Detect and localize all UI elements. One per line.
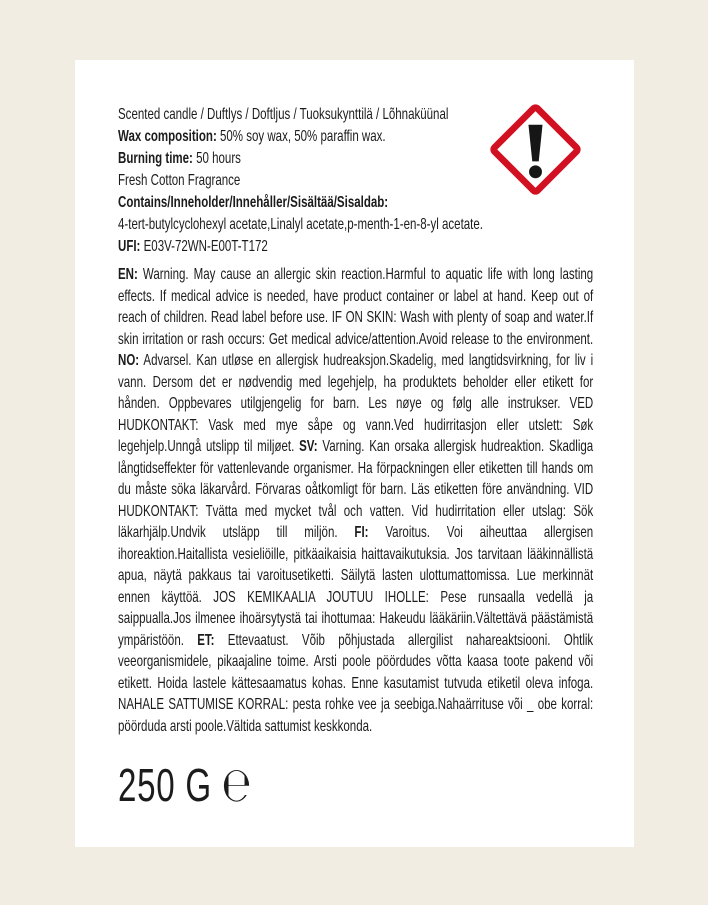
lang-code-en: EN: (118, 266, 138, 283)
estimated-sign-icon: ℮ (221, 757, 252, 813)
burning-time-value: 50 hours (192, 150, 241, 167)
exclamation-mark-icon (488, 102, 583, 197)
ufi-value: E03V-72WN-E00T-T172 (140, 238, 268, 255)
ufi-label: UFI: (118, 238, 141, 255)
warning-text-et: Ettevaatust. Võib põhjustada allergilist nahareaktsiooni. Ohtlik veeorganismidele, pikaajaline toime. Arsti poole pöördudes võtta kaasa toote pakend või etikett. Hoida lastele kättesaamatus kohas. Enne kasutamist tutvuda etiketil oleva infoga. NAHALE SATTUMISE KORRAL: pesta rohke vee ja seebiga.Nahaärrituse või _ obe korral: pöörduda arsti poole.Vältida sattumist keskkonda. (118, 631, 594, 735)
net-weight: 250 G (118, 759, 212, 811)
fragrance-line: Fresh Cotton Fragrance (118, 172, 241, 189)
lang-code-fi: FI: (354, 524, 369, 541)
warning-text-no: Advarsel. Kan utløse en allergisk hudreaksjon.Skadelig, med langtidsvirkning, for liv i vann. Dersom det er nødvendig med legehjelp, ha produktets beholder eller etikett for hånden. Oppbevares utilgjengelig for barn. Les nøye og følg alle instrukser. VED HUDKONTAKT: Vask med mye såpe og vann.Ved hudirritasjon eller utslett: Søk legehjelp.Unngå utslipp til miljøet. (118, 352, 594, 455)
ghs07-warning-pictogram (488, 102, 583, 197)
ufi-line (118, 236, 593, 258)
label-text-column (118, 104, 594, 813)
wax-composition-label: Wax composition: (118, 128, 217, 145)
wax-composition-value: 50% soy wax, 50% paraffin wax. (216, 128, 386, 145)
burning-time-label: Burning time: (118, 150, 193, 167)
contains-value-line: 4-tert-butylcyclohexyl acetate,Linalyl acetate,p-menth-1-en-8-yl acetate. (118, 216, 483, 233)
net-weight-line (118, 757, 593, 813)
lang-code-sv: SV: (299, 438, 318, 455)
lang-code-et: ET: (197, 631, 215, 649)
warning-text-fi: Varoitus. Voi aiheuttaa allergisen ihoreaktion.Haitallista vesieliöille, pitkäaikaisia haittavaikutuksia. Jos tarvitaan lääkinnällistä apua, näytä pakkaus tai varoitusetiketti. Säilytä lasten ulottumattomissa. Lue merkinnät ennen käyttöä. JOS KEMIKAALIA JOUTUU IHOLLE: Pese runsaalla vedellä ja saippualla.Jos ilmenee ihoärsytystä tai ihottumaa: Hakeudu lääkäriin.Vältettävä päästämistä ympäristöön. (118, 524, 594, 649)
warning-text-en: Warning. May cause an allergic skin reaction.Harmful to aquatic life with long lasting effects. If medical advice is needed, have product container or label at hand. Keep out of reach of children. Read label before use. IF ON SKIN: Wash with plenty of soap and water.If skin irritation or rash occurs: Get medical advice/attention.Avoid release to the environment. (118, 266, 594, 348)
contains-label-line: Contains/Inneholder/Innehåller/Sisältää/Sisaldab: (118, 194, 389, 211)
product-label (75, 60, 634, 847)
warning-text-sv: Varning. Kan orsaka allergisk hudreaktion. Skadliga långtidseffekter för vattenlevande organismer. Ha förpackningen eller etiketten till hands om du måste söka läkarvård. Förvaras oåtkomligt för barn. Läs etiketten före användning. VID HUDKONTAKT: Tvätta med mycket tvål och vatten. Vid hudirritation eller utslag: Sök läkarhjälp.Undvik utsläpp till miljön. (118, 438, 594, 541)
lang-code-no: NO: (118, 352, 140, 369)
product-names-line: Scented candle / Duftlys / Doftljus / Tuoksukynttilä / Lõhnaküünal (118, 106, 449, 123)
warning-paragraph (118, 264, 593, 737)
